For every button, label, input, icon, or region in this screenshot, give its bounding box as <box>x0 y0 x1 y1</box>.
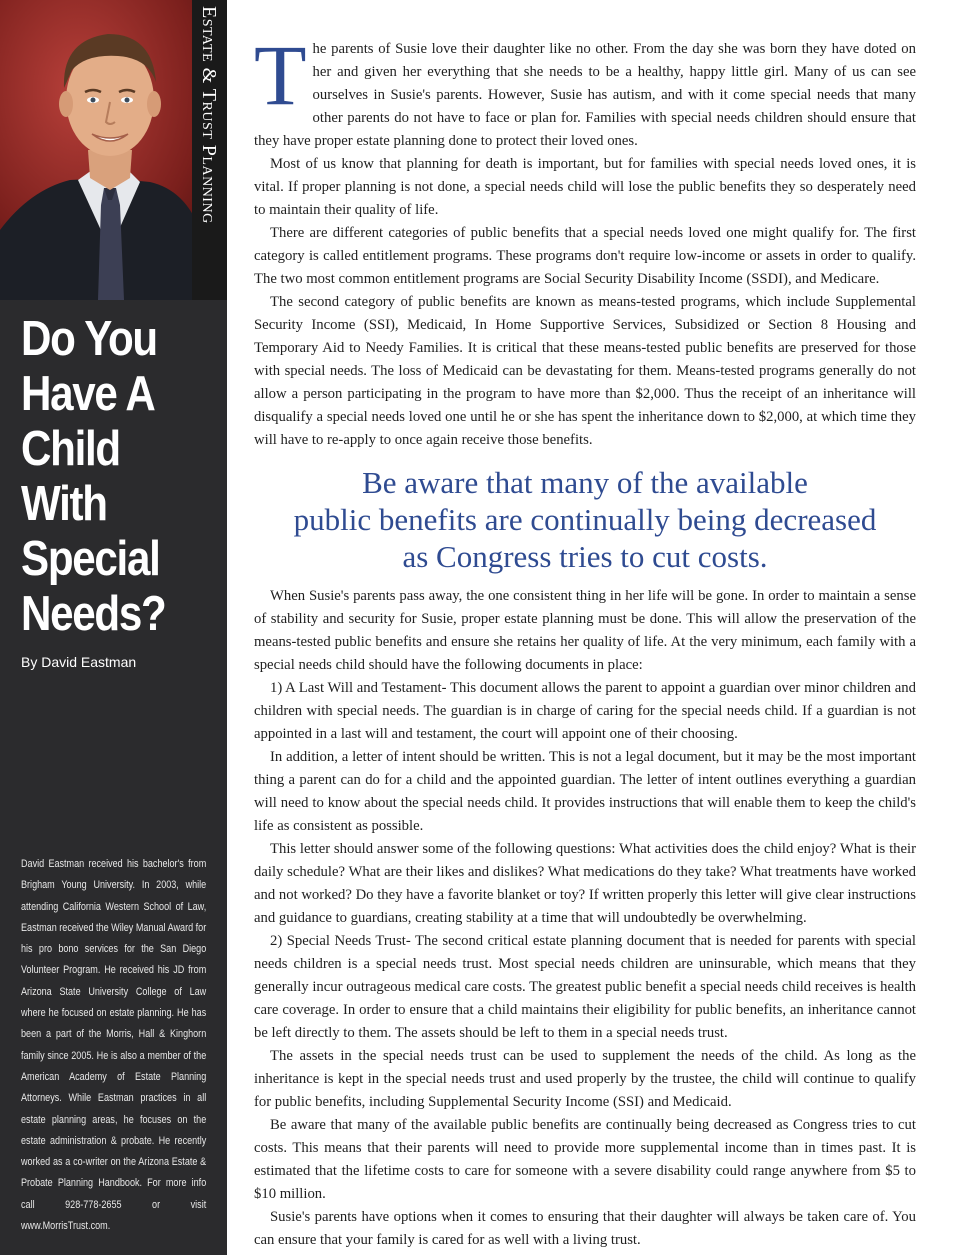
article-paragraph: The assets in the special needs trust can be used to supplement the needs of the child. As long as the inheritance is kept in the special needs trust and used properly by the trustee, the child will continue to qualify for public benefits, including Supplemental Security Income (SSI) and Medicaid. <box>254 1048 916 1110</box>
section-label: Estate & Trust Planning <box>198 6 220 224</box>
pull-quote-line: as Congress tries to cut costs. <box>402 539 768 574</box>
article-paragraph: The second category of public benefits are known as means-tested programs, which include Supplemental Security Income (SSI), Medicaid, In Home Supportive Services, Subsidized or Section 8 Housing and Temporary Aid to Needy Families. It is critical that these means-tested public benefits are preserved for those with special needs. The loss of Medicaid can be devastating for them. Means-tested programs generally do not allow a person participating in the program to have more than $2,000. Thus the receipt of an inheritance will disqualify a special needs loved one until he or she has spent the inheritance down to $2,000, at which time they will have to re-apply to once again receive those benefits. <box>254 294 916 448</box>
column-divider <box>227 0 229 1255</box>
headline-line: Do You <box>21 312 157 366</box>
article-paragraph: Be aware that many of the available public benefits are continually being decreased as Congress tries to cut costs. This means that their parents will need to provide more supplemental income than in times past. It is estimated that the lifetime costs to care for someone with a severe disability could range anywhere from $5 to $10 million. <box>254 1117 916 1202</box>
article-headline <box>21 312 193 642</box>
byline: By David Eastman <box>21 654 137 670</box>
article-paragraph: In addition, a letter of intent should be written. This is not a legal document, but it may be the most important thing a parent can do for a child and the appointed guardian. The letter of intent outlines everything a guardian will need to know about the special needs child. It provides instructions that will enable them to keep the child's life as consistent as possible. <box>254 749 916 834</box>
author-sidebar <box>0 0 227 1255</box>
first-paragraph-text: he parents of Susie love their daughter like no other. From the day she was born they have doted on her and given her everything that she needs to be a healthy, happy little girl. Many of us can see ourselves in Susie's parents. However, Susie has autism, and with it come special needs that many other parents do not have to face or plan for. Families with special needs children should ensure that they have proper estate planning done to protect their loved ones. <box>254 41 916 149</box>
headline-line: Special <box>21 532 160 586</box>
pull-quote-line: public benefits are continually being decreased <box>293 502 877 537</box>
article-paragraph: This letter should answer some of the following questions: What activities does the child enjoy? What is their daily schedule? What are their likes and dislikes? What medications do they take? What treatments have worked and not worked? Do they have a favorite blanket or toy? If written properly this letter will give clear instructions and guidance to guardians, creating stability at a time that will undoubtedly be overwhelming. <box>254 841 916 926</box>
headline-line: Needs? <box>21 587 166 641</box>
article-paragraph: Susie's parents have options when it comes to ensuring that their daughter will always be taken care of. You can ensure that your family is cared for as well with a living trust. <box>254 1209 916 1248</box>
article-paragraph: 1) A Last Will and Testament- This document allows the parent to appoint a guardian over minor children and children with special needs. The guardian is in charge of caring for the special needs child. If a guardian is not appointed in a last will and testament, the court will appoint one of their choosing. <box>254 680 916 742</box>
article-paragraph: Most of us know that planning for death is important, but for families with special needs loved ones, it is vital. If proper planning is not done, a special needs child will lose the public benefits they so desperately need to maintain their quality of life. <box>254 156 916 218</box>
pull-quote-line: Be aware that many of the available <box>362 465 808 500</box>
article-body <box>254 27 916 1252</box>
pull-quote <box>254 464 916 575</box>
article-paragraph: 2) Special Needs Trust- The second critical estate planning document that is needed for parents with special needs children is a special needs trust. Most special needs children are uninsurable, which means that they generally incur outrageous medical care costs. The greatest public benefit a special needs child receives is health care coverage. In order to ensure that a child maintains their eligibility for public benefits, an inheritance cannot be left directly to them. The assets should be left to them in a special needs trust. <box>254 933 916 1041</box>
article-paragraph: When Susie's parents pass away, the one consistent thing in her life will be gone. In order to maintain a sense of stability and security for Susie, proper estate planning must be done. This will allow the preservation of the means-tested public benefits and ensure she retains her quality of life. At the very minimum, each family with a special needs child should have the following documents in place: <box>254 588 916 673</box>
drop-cap: T <box>254 27 307 123</box>
headline-line: With <box>21 477 107 531</box>
headline-line: Child <box>21 422 120 476</box>
article-paragraph: There are different categories of public benefits that a special needs loved one might qualify for. The first category is called entitlement programs. These programs don't require low-income or assets in order to qualify. The two most common entitlement programs are Social Security Disability Income (SSDI), and Medicare. <box>254 225 916 287</box>
author-bio: David Eastman received his bachelor's from Brigham Young University. In 2003, while attending California Western School of Law, Eastman received the Wiley Manual Award for his pro bono services for the San Diego Volunteer Program. He received his JD from Arizona State University College of Law where he focused on estate planning. He has been a part of the Morris, Hall & Kinghorn family since 2005. He is also a member of the American Academy of Estate Planning Attorneys. While Eastman practices in all estate planning areas, he focuses on the estate administration & probate. He recently worked as a co-writer on the Arizona Estate & Probate Planning Handbook. For more info call 928-778-2655 or visit www.MorrisTrust.com. <box>21 858 207 1233</box>
article-paragraph <box>254 27 916 153</box>
headline-line: Have A <box>21 367 155 421</box>
